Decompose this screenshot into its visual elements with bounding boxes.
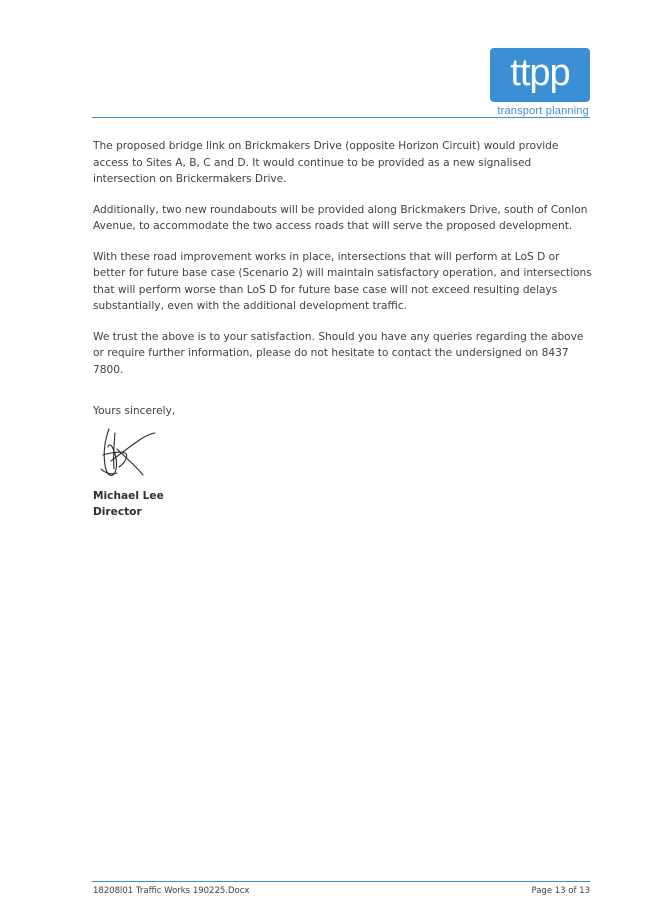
closing-salutation: Yours sincerely,: [93, 405, 176, 417]
body-paragraph-1: The proposed bridge link on Brickmakers Drive (opposite Horizon Circuit) would provide access to Sites A, B, C and D. It would continue to be provided as a new signalised intersection on Brickermakers Drive.: [93, 140, 559, 185]
signatory-block: [93, 488, 164, 520]
body-paragraph-4: We trust the above is to your satisfaction. Should you have any queries regarding the above or require further information, please do not hesitate to contact the undersigned on 8437 7800.: [93, 330, 584, 376]
footer-divider: [92, 881, 590, 882]
logo-tagline: transport planning: [497, 105, 589, 117]
signatory-name: Michael Lee: [93, 490, 164, 502]
company-logo: [490, 48, 590, 102]
logo-text: ttpp: [510, 52, 570, 94]
footer-page-number: Page 13 of 13: [531, 886, 590, 896]
header-divider: [92, 117, 590, 118]
body-paragraph-3: With these road improvement works in place, intersections that will perform at LoS D or better for future base case (Scenario 2) will maintain satisfactory operation, and intersections that will perform worse than LoS D for future base case will not exceed resulting delays substantially, even with the additional development traffic.: [93, 250, 592, 312]
signatory-title: Director: [93, 506, 142, 518]
footer-document-ref: 18208l01 Traffic Works 190225.Docx: [93, 886, 250, 896]
letter-body: [93, 138, 593, 392]
signature-image: [95, 425, 157, 481]
page-header: [0, 0, 653, 120]
body-paragraph-2: Additionally, two new roundabouts will be provided along Brickmakers Drive, south of Conlon Avenue, to accommodate the two access roads that will serve the proposed development.: [93, 203, 588, 232]
